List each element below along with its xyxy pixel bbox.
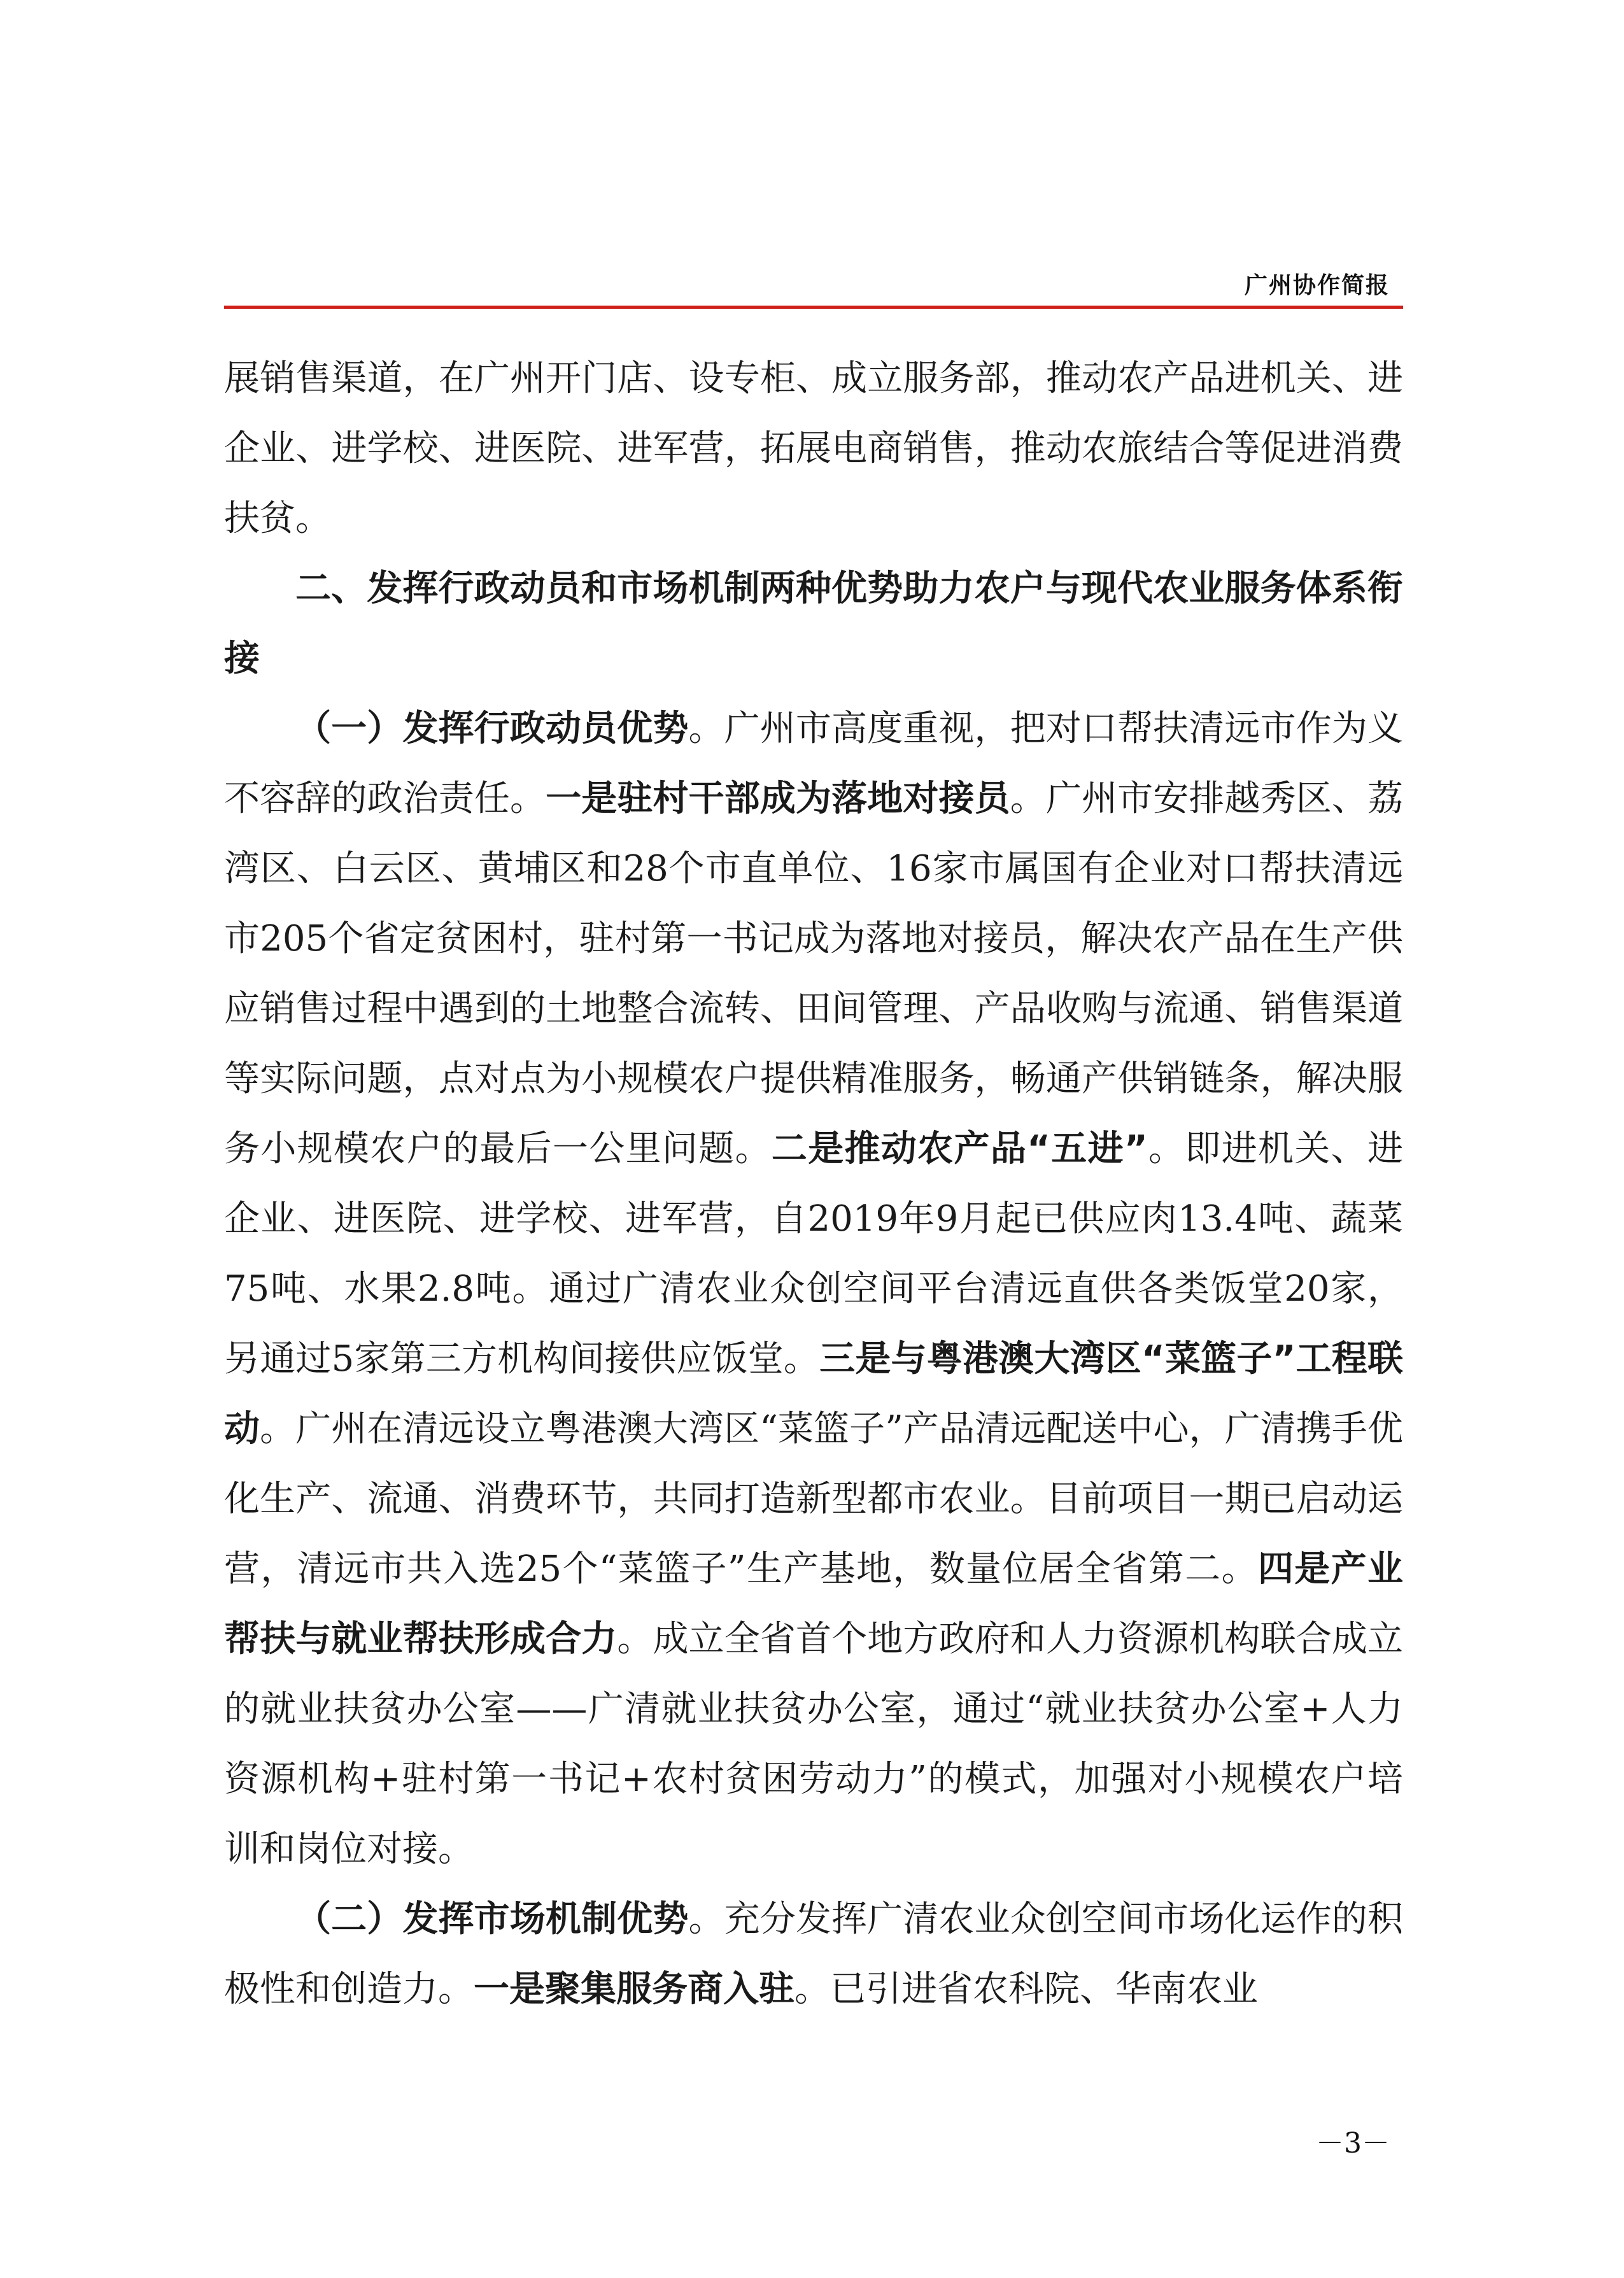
- point-two-title: 二是推动农产品“五进”: [771, 1128, 1148, 1170]
- text-segment: 。充分发挥广清农业众创空间市场化运作的积极性和创造力。: [224, 1899, 1404, 2010]
- paragraph-consumption-channels: 展销售渠道，在广州开门店、设专柜、成立服务部，推动农产品进机关、进企业、进学校、进医院、进军营，拓展电商销售，推动农旅结合等促进消费扶贫。: [224, 358, 1403, 539]
- subheading-market-advantage: （二）发挥市场机制优势: [295, 1899, 689, 1940]
- paragraph-administrative-mobilization: [224, 694, 1403, 1885]
- market-point-one-title: 一是聚集服务商入驻: [474, 1969, 794, 2010]
- subheading-administrative-advantage: （一）发挥行政动员优势: [295, 708, 689, 749]
- header-divider: [224, 306, 1403, 309]
- text-segment: 。即进机关、进企业、进医院、进学校、进军营，自2019年9月起已供应肉13.4吨、蔬菜75吨、水果2.8吨。通过广清农业众创空间平台清远直供各类饭堂20家，另通过5家第三方机构间接供应饭堂。: [224, 1128, 1404, 1380]
- page-number: －3－: [1316, 2127, 1390, 2160]
- section-heading-two: 二、发挥行政动员和市场机制两种优势助力农户与现代农业服务体系衔接: [224, 568, 1403, 679]
- paragraph-market-mechanism: [224, 1885, 1403, 2025]
- header-title: 广州协作简报: [1244, 272, 1390, 299]
- point-one-title: 一是驻村干部成为落地对接员: [546, 778, 1010, 819]
- text-segment: 。广州在清远设立粤港澳大湾区“菜篮子”产品清远配送中心，广清携手优化生产、流通、消费环节，共同打造新型都市农业。目前项目一期已启动运营，清远市共入选25个“菜篮子”生产基地，数量位居全省第二。: [224, 1408, 1404, 1590]
- text-segment: 。已引进省农科院、华南农业: [794, 1969, 1258, 2010]
- point-three-title: 三是与粤港澳大湾区“菜篮子”工程联动: [224, 1338, 1403, 1450]
- text-segment: 。广州市高度重视，把对口帮扶清远市作为义不容辞的政治责任。: [224, 708, 1404, 819]
- text-segment: 。广州市安排越秀区、荔湾区、白云区、黄埔区和28个市直单位、16家市属国有企业对口帮扶清远市205个省定贫困村，驻村第一书记成为落地对接员，解决农产品在生产供应销售过程中遇到的土地整合流转、田间管理、产品收购与流通、销售渠道等实际问题，点对点为小规模农户提供精准服务，畅通产供销链条，解决服务小规模农户的最后一公里问题。: [224, 778, 1403, 1170]
- text-segment: 。成立全省首个地方政府和人力资源机构联合成立的就业扶贫办公室——广清就业扶贫办公室，通过“就业扶贫办公室+人力资源机构+驻村第一书记+农村贫困劳动力”的模式，加强对小规模农户培训和岗位对接。: [224, 1618, 1403, 1870]
- document-body: [224, 344, 1403, 2025]
- point-four-title: 四是产业帮扶与就业帮扶形成合力: [224, 1548, 1404, 1660]
